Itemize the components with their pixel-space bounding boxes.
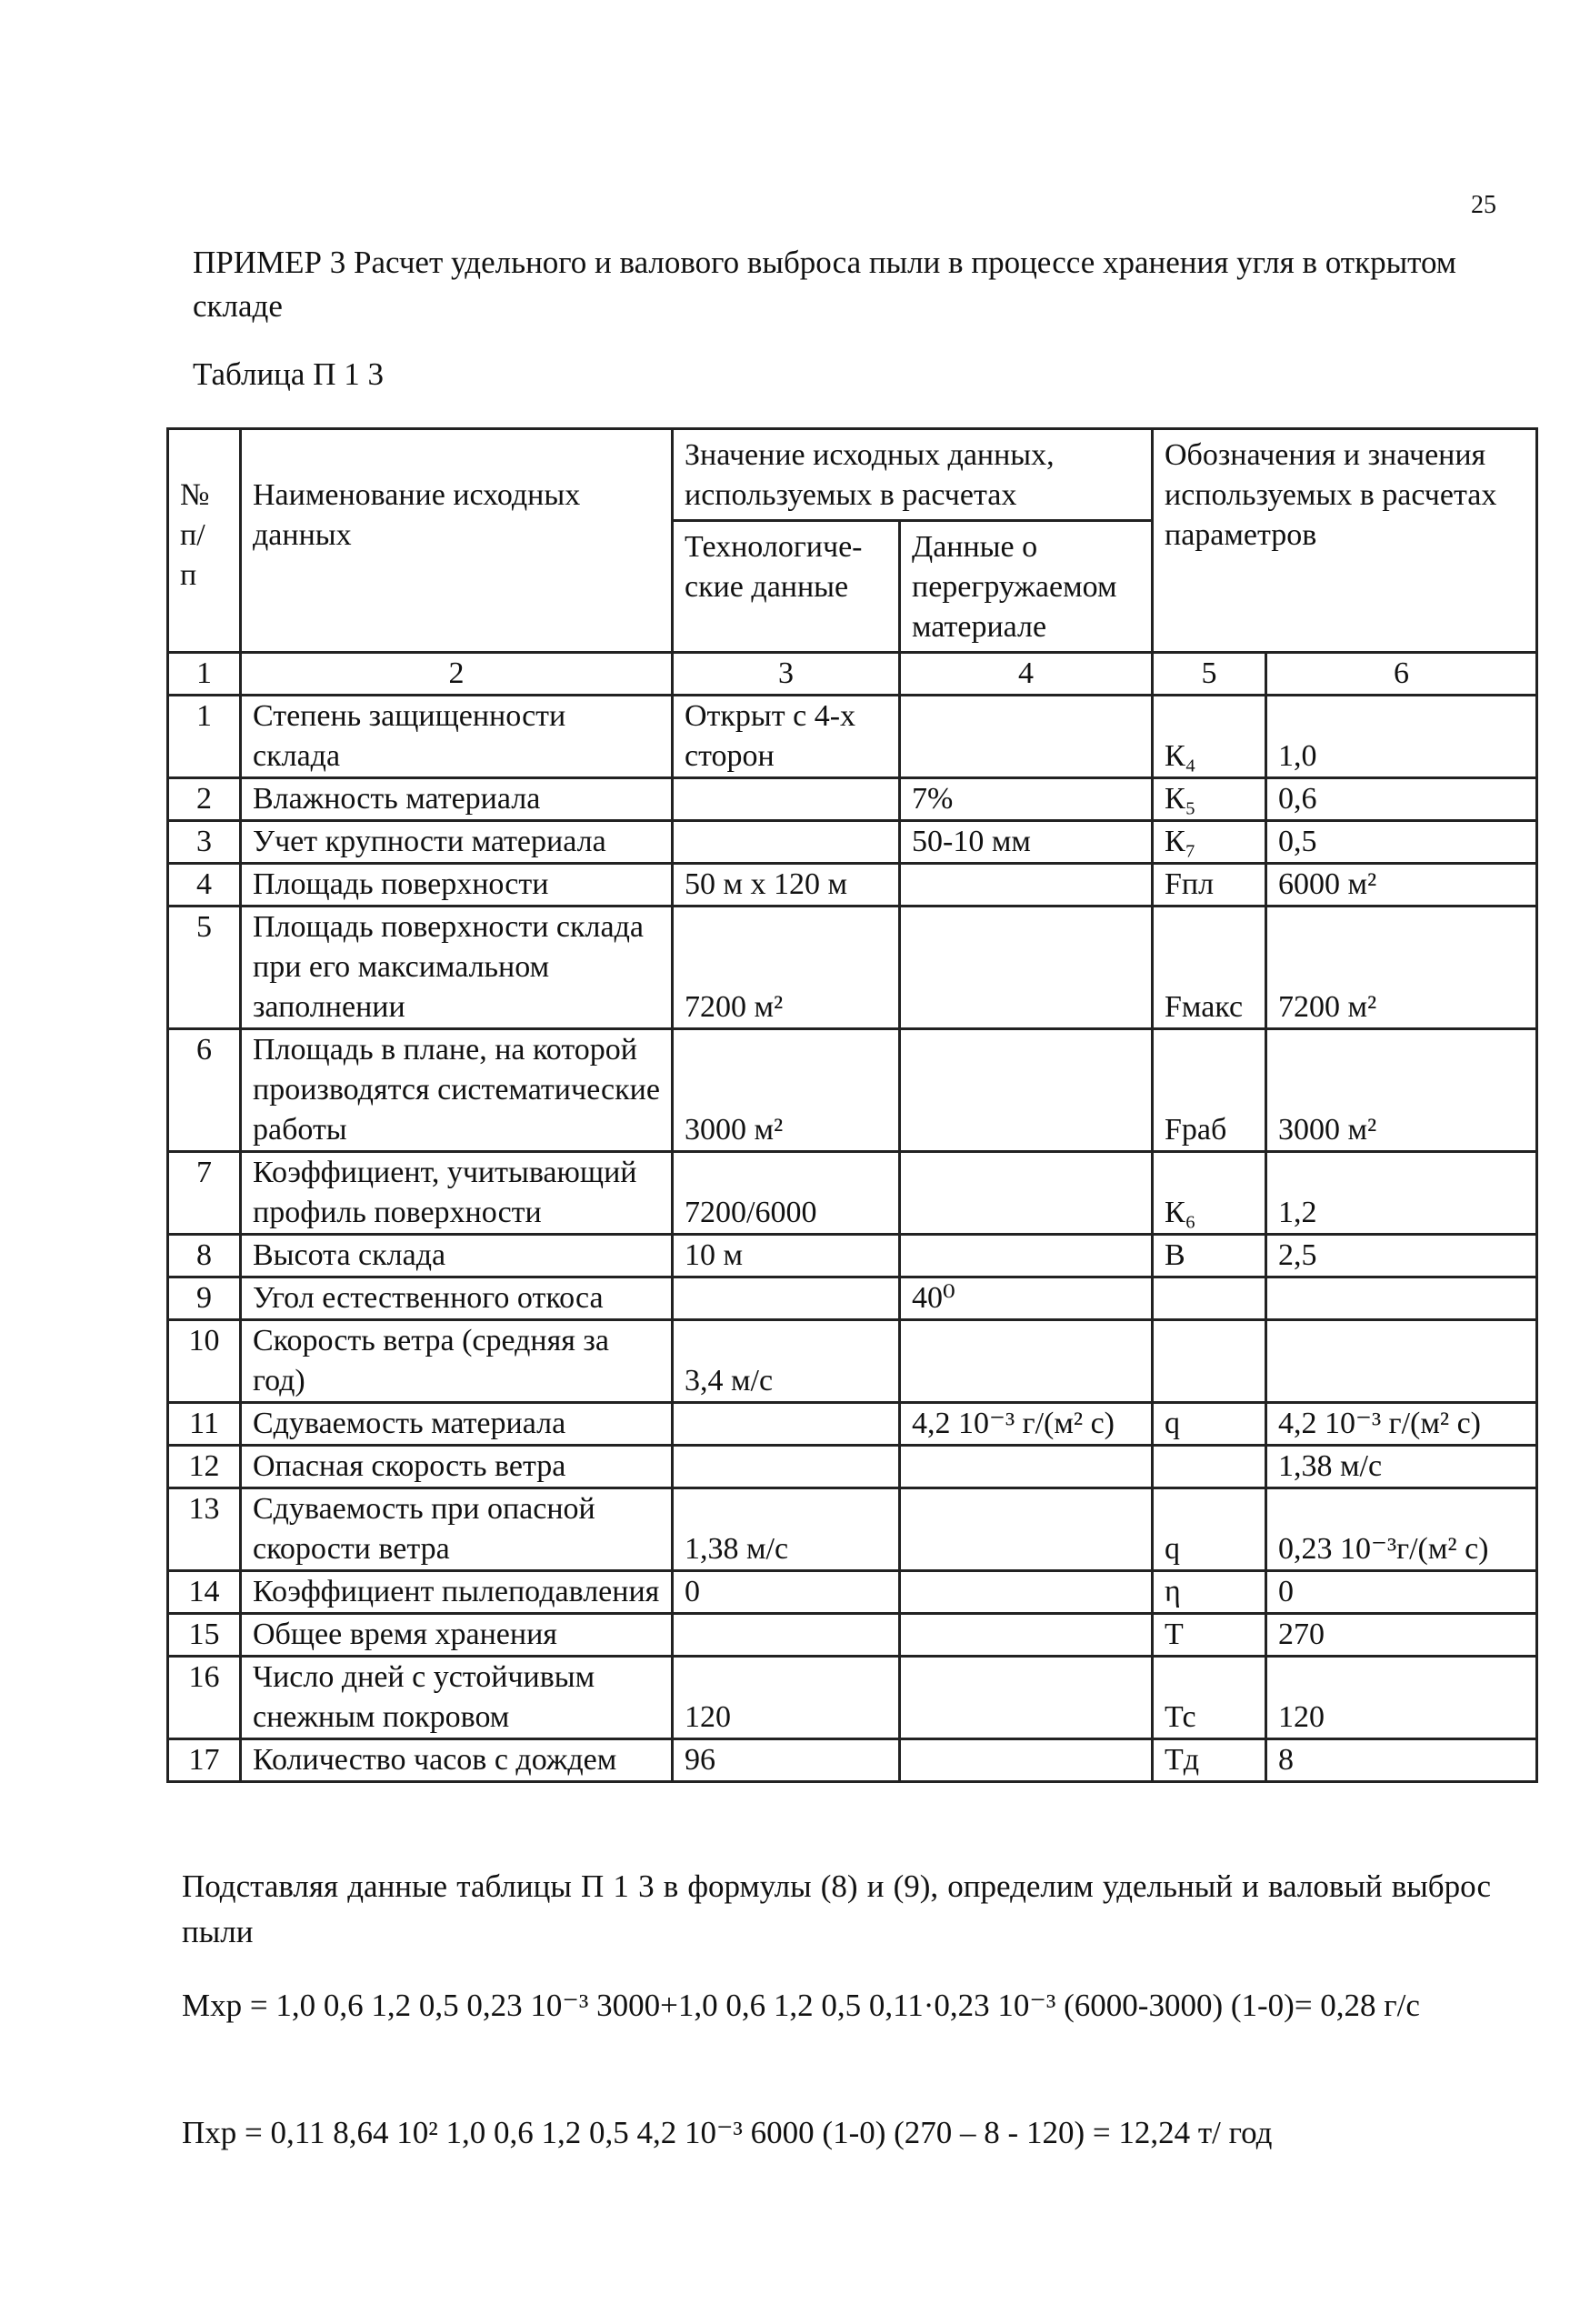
row-number: 16: [168, 1657, 241, 1739]
row-symbol: q: [1153, 1488, 1266, 1571]
row-name: Коэффициент пылеподавления: [241, 1571, 673, 1614]
row-symbol: К₄: [1153, 696, 1266, 778]
row-value: 1,0: [1266, 696, 1537, 778]
row-name: Степень защищенности склада: [241, 696, 673, 778]
row-material-data: [900, 1488, 1153, 1571]
table-row: [168, 1657, 1537, 1739]
header-params-group: Обозначения и значения используемых в расчетах параметров: [1153, 429, 1537, 653]
table-row: [168, 1277, 1537, 1320]
row-name: Опасная скорость ветра: [241, 1446, 673, 1488]
row-material-data: [900, 1029, 1153, 1152]
row-symbol: Т: [1153, 1614, 1266, 1657]
row-number: 1: [168, 696, 241, 778]
row-material-data: [900, 1152, 1153, 1235]
table-row: [168, 696, 1537, 778]
row-value: 7200 м²: [1266, 907, 1537, 1029]
row-number: 12: [168, 1446, 241, 1488]
formula-m-khr: Мхр = 1,0 0,6 1,2 0,5 0,23 10⁻³ 3000+1,0 0,6 1,2 0,5 0,11·0,23 10⁻³ (6000-3000) (1-0)= 0,28 г/с: [182, 1988, 1420, 2023]
row-symbol: [1153, 1320, 1266, 1403]
row-material-data: 50-10 мм: [900, 821, 1153, 864]
row-value: 8: [1266, 1739, 1537, 1782]
row-name: Число дней с устойчивым снежным покровом: [241, 1657, 673, 1739]
table-row: [168, 864, 1537, 907]
formula-p-khr: Пхр = 0,11 8,64 10² 1,0 0,6 1,2 0,5 4,2 10⁻³ 6000 (1-0) (270 – 8 - 120) = 12,24 т/ год: [182, 2115, 1273, 2150]
row-tech-data: [673, 1277, 900, 1320]
column-numbers: [168, 653, 1537, 696]
row-material-data: [900, 696, 1153, 778]
row-name: Общее время хранения: [241, 1614, 673, 1657]
row-material-data: [900, 864, 1153, 907]
row-tech-data: [673, 778, 900, 821]
row-value: 1,38 м/с: [1266, 1446, 1537, 1488]
row-tech-data: Открыт с 4-х сторон: [673, 696, 900, 778]
row-number: 7: [168, 1152, 241, 1235]
row-value: 4,2 10⁻³ г/(м² с): [1266, 1403, 1537, 1446]
row-tech-data: 96: [673, 1739, 900, 1782]
column-number: 2: [241, 653, 673, 696]
row-name: Скорость ветра (средняя за год): [241, 1320, 673, 1403]
column-number: 1: [168, 653, 241, 696]
table-row: [168, 778, 1537, 821]
column-number: 5: [1153, 653, 1266, 696]
row-symbol: Fраб: [1153, 1029, 1266, 1152]
row-value: [1266, 1277, 1537, 1320]
row-value: 120: [1266, 1657, 1537, 1739]
row-name: Учет крупности материала: [241, 821, 673, 864]
row-material-data: [900, 1320, 1153, 1403]
table-caption: Таблица П 1 3: [193, 356, 384, 392]
row-number: 3: [168, 821, 241, 864]
table-row: [168, 1235, 1537, 1277]
row-number: 15: [168, 1614, 241, 1657]
row-tech-data: [673, 1403, 900, 1446]
row-symbol: В: [1153, 1235, 1266, 1277]
row-symbol: К₅: [1153, 778, 1266, 821]
row-material-data: [900, 907, 1153, 1029]
row-name: Площадь в плане, на которой производятся систематические работы: [241, 1029, 673, 1152]
example-heading: ПРИМЕР 3 Расчет удельного и валового выброса пыли в процессе хранения угля в открытом складе: [193, 245, 1456, 324]
row-number: 13: [168, 1488, 241, 1571]
row-name: Количество часов с дождем: [241, 1739, 673, 1782]
row-name: Угол естественного откоса: [241, 1277, 673, 1320]
source-data-table: [166, 427, 1538, 1783]
row-number: 9: [168, 1277, 241, 1320]
row-number: 6: [168, 1029, 241, 1152]
column-number: 4: [900, 653, 1153, 696]
row-material-data: [900, 1235, 1153, 1277]
row-tech-data: 120: [673, 1657, 900, 1739]
row-value: 0,6: [1266, 778, 1537, 821]
table-body: [168, 696, 1537, 1782]
row-number: 5: [168, 907, 241, 1029]
row-symbol: Fпл: [1153, 864, 1266, 907]
row-tech-data: 3,4 м/с: [673, 1320, 900, 1403]
row-name: Площадь поверхности склада при его максимальном заполнении: [241, 907, 673, 1029]
row-number: 11: [168, 1403, 241, 1446]
column-number: 3: [673, 653, 900, 696]
table-row: [168, 1029, 1537, 1152]
row-material-data: [900, 1571, 1153, 1614]
row-symbol: Fмакс: [1153, 907, 1266, 1029]
header-number: № п/ п: [168, 429, 241, 653]
row-tech-data: [673, 821, 900, 864]
table-row: [168, 821, 1537, 864]
row-tech-data: 7200/6000: [673, 1152, 900, 1235]
row-tech-data: 0: [673, 1571, 900, 1614]
row-material-data: 40⁰: [900, 1277, 1153, 1320]
row-value: 2,5: [1266, 1235, 1537, 1277]
header-name: Наименование исходных данных: [241, 429, 673, 653]
row-value: 6000 м²: [1266, 864, 1537, 907]
table-row: [168, 1739, 1537, 1782]
row-tech-data: [673, 1614, 900, 1657]
row-name: Коэффициент, учитывающий профиль поверхности: [241, 1152, 673, 1235]
row-value: [1266, 1320, 1537, 1403]
row-material-data: 4,2 10⁻³ г/(м² с): [900, 1403, 1153, 1446]
page-number: 25: [1471, 191, 1496, 219]
row-symbol: q: [1153, 1403, 1266, 1446]
row-material-data: [900, 1739, 1153, 1782]
table-header: [168, 429, 1537, 653]
row-value: 0,23 10⁻³г/(м² с): [1266, 1488, 1537, 1571]
row-value: 0: [1266, 1571, 1537, 1614]
row-material-data: 7%: [900, 778, 1153, 821]
row-number: 8: [168, 1235, 241, 1277]
table-row: [168, 1571, 1537, 1614]
row-name: Сдуваемость при опасной скорости ветра: [241, 1488, 673, 1571]
row-symbol: [1153, 1446, 1266, 1488]
row-number: 2: [168, 778, 241, 821]
table-row: [168, 1320, 1537, 1403]
row-material-data: [900, 1614, 1153, 1657]
row-material-data: [900, 1446, 1153, 1488]
row-symbol: К₇: [1153, 821, 1266, 864]
row-name: Влажность материала: [241, 778, 673, 821]
row-tech-data: 3000 м²: [673, 1029, 900, 1152]
row-number: 10: [168, 1320, 241, 1403]
table-row: [168, 1614, 1537, 1657]
row-symbol: Тд: [1153, 1739, 1266, 1782]
row-name: Площадь поверхности: [241, 864, 673, 907]
row-value: 0,5: [1266, 821, 1537, 864]
table-row: [168, 907, 1537, 1029]
row-symbol: η: [1153, 1571, 1266, 1614]
row-tech-data: [673, 1446, 900, 1488]
row-value: 1,2: [1266, 1152, 1537, 1235]
row-tech-data: 10 м: [673, 1235, 900, 1277]
header-values-group: Значение исходных данных, используемых в расчетах: [673, 429, 1153, 521]
substitution-paragraph: Подставляя данные таблицы П 1 3 в формулы (8) и (9), определим удельный и валовый выброс пыли: [182, 1868, 1491, 1949]
header-material-data: Данные о перегружаемом материале: [900, 521, 1153, 653]
row-number: 4: [168, 864, 241, 907]
header-tech-data: Технологиче-ские данные: [673, 521, 900, 653]
row-symbol: К₆: [1153, 1152, 1266, 1235]
row-tech-data: 1,38 м/с: [673, 1488, 900, 1571]
row-value: 3000 м²: [1266, 1029, 1537, 1152]
table-row: [168, 1152, 1537, 1235]
row-symbol: [1153, 1277, 1266, 1320]
row-name: Сдуваемость материала: [241, 1403, 673, 1446]
row-number: 17: [168, 1739, 241, 1782]
row-tech-data: 7200 м²: [673, 907, 900, 1029]
row-tech-data: 50 м х 120 м: [673, 864, 900, 907]
table-row: [168, 1403, 1537, 1446]
row-symbol: Тс: [1153, 1657, 1266, 1739]
table-row: [168, 1446, 1537, 1488]
table-row: [168, 1488, 1537, 1571]
column-number: 6: [1266, 653, 1537, 696]
row-name: Высота склада: [241, 1235, 673, 1277]
row-number: 14: [168, 1571, 241, 1614]
row-material-data: [900, 1657, 1153, 1739]
row-value: 270: [1266, 1614, 1537, 1657]
